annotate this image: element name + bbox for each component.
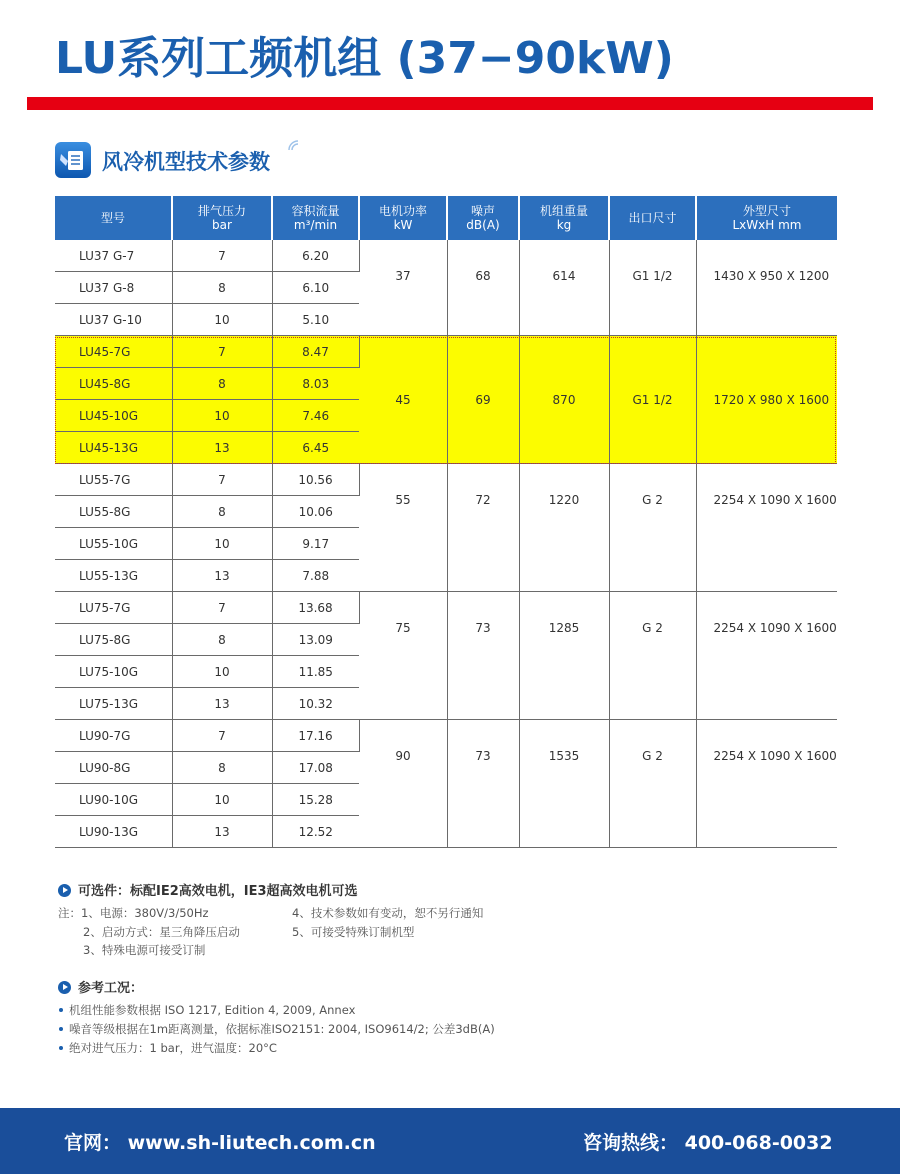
model-cell: LU55-10G xyxy=(55,528,172,560)
noise-cell: 68 xyxy=(447,240,519,336)
noise-cell: 69 xyxy=(447,336,519,464)
pressure-cell: 8 xyxy=(172,624,272,656)
pressure-cell: 13 xyxy=(172,432,272,464)
notes-left xyxy=(58,904,240,960)
model-cell: LU90-8G xyxy=(55,752,172,784)
signal-arc-icon xyxy=(286,136,304,154)
pressure-cell: 13 xyxy=(172,560,272,592)
pressure-cell: 8 xyxy=(172,496,272,528)
notes-right xyxy=(292,904,483,941)
col-header-outlet: 出口尺寸 xyxy=(609,196,696,240)
flow-cell: 7.46 xyxy=(272,400,359,432)
note-item: 注：1、电源：380V/3/50Hz xyxy=(58,906,209,920)
weight-cell: 1535 xyxy=(519,720,609,848)
footer-hotline: 咨询热线： 400-068-0032 xyxy=(583,1132,833,1154)
flow-cell: 8.03 xyxy=(272,368,359,400)
outlet-cell: G 2 xyxy=(609,464,696,592)
title-divider xyxy=(27,97,873,110)
pressure-cell: 10 xyxy=(172,400,272,432)
pressure-cell: 7 xyxy=(172,336,272,368)
noise-cell: 73 xyxy=(447,720,519,848)
pressure-cell: 13 xyxy=(172,816,272,848)
col-header-flow: 容积流量 m³/min xyxy=(272,196,359,240)
pressure-cell: 8 xyxy=(172,752,272,784)
col-header-noise: 噪声 dB(A) xyxy=(447,196,519,240)
pressure-cell: 7 xyxy=(172,464,272,496)
arrow-circle-icon xyxy=(58,884,71,897)
model-cell: LU37 G-8 xyxy=(55,272,172,304)
model-cell: LU45-7G xyxy=(55,336,172,368)
model-cell: LU37 G-7 xyxy=(55,240,172,272)
flow-cell: 5.10 xyxy=(272,304,359,336)
col-header-model: 型号 xyxy=(55,196,172,240)
flow-cell: 13.68 xyxy=(272,592,359,624)
model-cell: LU90-10G xyxy=(55,784,172,816)
note-item: 2、启动方式：星三角降压启动 xyxy=(83,924,240,939)
table-row xyxy=(55,240,837,272)
dimensions-cell: 2254 X 1090 X 1600 xyxy=(696,592,837,720)
model-cell: LU45-13G xyxy=(55,432,172,464)
noise-cell: 73 xyxy=(447,592,519,720)
weight-cell: 614 xyxy=(519,240,609,336)
reference-heading: 参考工况： xyxy=(58,977,143,996)
flow-cell: 17.16 xyxy=(272,720,359,752)
flow-cell: 11.85 xyxy=(272,656,359,688)
pressure-cell: 10 xyxy=(172,784,272,816)
pressure-cell: 7 xyxy=(172,720,272,752)
flow-cell: 8.47 xyxy=(272,336,359,368)
pressure-cell: 10 xyxy=(172,304,272,336)
model-cell: LU55-8G xyxy=(55,496,172,528)
weight-cell: 870 xyxy=(519,336,609,464)
power-cell: 37 xyxy=(359,240,447,336)
spec-table xyxy=(55,196,837,848)
pressure-cell: 8 xyxy=(172,272,272,304)
note-item: 4、技术参数如有变动，恕不另行通知 xyxy=(292,906,484,920)
outlet-cell: G 2 xyxy=(609,592,696,720)
arrow-circle-icon xyxy=(58,981,71,994)
table-row xyxy=(55,592,837,624)
optional-heading: 可选件：标配IE2高效电机，IE3超高效电机可选 xyxy=(58,880,358,899)
noise-cell: 72 xyxy=(447,464,519,592)
weight-cell: 1285 xyxy=(519,592,609,720)
model-cell: LU45-8G xyxy=(55,368,172,400)
note-item: 5、可接受特殊订制机型 xyxy=(292,924,415,939)
power-cell: 45 xyxy=(359,336,447,464)
document-hand-icon xyxy=(55,142,91,178)
dimensions-cell: 1430 X 950 X 1200 xyxy=(696,240,837,336)
reference-item: 绝对进气压力：1 bar，进气温度：20°C xyxy=(59,1040,277,1056)
reference-item: 噪音等级根据在1m距离测量，依据标准ISO2151: 2004, ISO9614/2; 公差3dB(A) xyxy=(59,1021,495,1037)
model-cell: LU55-7G xyxy=(55,464,172,496)
dimensions-cell: 2254 X 1090 X 1600 xyxy=(696,720,837,848)
flow-cell: 12.52 xyxy=(272,816,359,848)
dimensions-cell: 2254 X 1090 X 1600 xyxy=(696,464,837,592)
model-cell: LU55-13G xyxy=(55,560,172,592)
pressure-cell: 10 xyxy=(172,528,272,560)
model-cell: LU37 G-10 xyxy=(55,304,172,336)
col-header-power: 电机功率 kW xyxy=(359,196,447,240)
section-title: 风冷机型技术参数 xyxy=(102,150,270,174)
weight-cell: 1220 xyxy=(519,464,609,592)
outlet-cell: G1 1/2 xyxy=(609,336,696,464)
flow-cell: 6.45 xyxy=(272,432,359,464)
bullet-icon xyxy=(59,1046,63,1050)
flow-cell: 6.10 xyxy=(272,272,359,304)
model-cell: LU75-8G xyxy=(55,624,172,656)
flow-cell: 10.56 xyxy=(272,464,359,496)
note-item: 3、特殊电源可接受订制 xyxy=(83,943,206,957)
dimensions-cell: 1720 X 980 X 1600 xyxy=(696,336,837,464)
model-cell: LU90-7G xyxy=(55,720,172,752)
pressure-cell: 10 xyxy=(172,656,272,688)
table-row xyxy=(55,720,837,752)
table-header-row xyxy=(55,196,837,240)
bullet-icon xyxy=(59,1008,63,1012)
col-header-weight: 机组重量 kg xyxy=(519,196,609,240)
outlet-cell: G1 1/2 xyxy=(609,240,696,336)
pressure-cell: 7 xyxy=(172,592,272,624)
footer-website[interactable]: 官网： www.sh-liutech.com.cn xyxy=(64,1132,376,1154)
power-cell: 55 xyxy=(359,464,447,592)
power-cell: 90 xyxy=(359,720,447,848)
model-cell: LU75-7G xyxy=(55,592,172,624)
power-cell: 75 xyxy=(359,592,447,720)
table-row xyxy=(55,464,837,496)
col-header-dimensions: 外型尺寸 LxWxH mm xyxy=(696,196,837,240)
flow-cell: 10.32 xyxy=(272,688,359,720)
table-row xyxy=(55,336,837,368)
flow-cell: 17.08 xyxy=(272,752,359,784)
flow-cell: 15.28 xyxy=(272,784,359,816)
outlet-cell: G 2 xyxy=(609,720,696,848)
reference-item: 机组性能参数根据 ISO 1217, Edition 4, 2009, Annex xyxy=(59,1002,355,1018)
pressure-cell: 7 xyxy=(172,240,272,272)
model-cell: LU75-10G xyxy=(55,656,172,688)
pressure-cell: 8 xyxy=(172,368,272,400)
model-cell: LU45-10G xyxy=(55,400,172,432)
page-title: LU系列工频机组 (37−90kW) xyxy=(55,33,674,84)
flow-cell: 9.17 xyxy=(272,528,359,560)
flow-cell: 7.88 xyxy=(272,560,359,592)
model-cell: LU75-13G xyxy=(55,688,172,720)
col-header-pressure: 排气压力 bar xyxy=(172,196,272,240)
bullet-icon xyxy=(59,1027,63,1031)
model-cell: LU90-13G xyxy=(55,816,172,848)
flow-cell: 6.20 xyxy=(272,240,359,272)
flow-cell: 10.06 xyxy=(272,496,359,528)
flow-cell: 13.09 xyxy=(272,624,359,656)
pressure-cell: 13 xyxy=(172,688,272,720)
